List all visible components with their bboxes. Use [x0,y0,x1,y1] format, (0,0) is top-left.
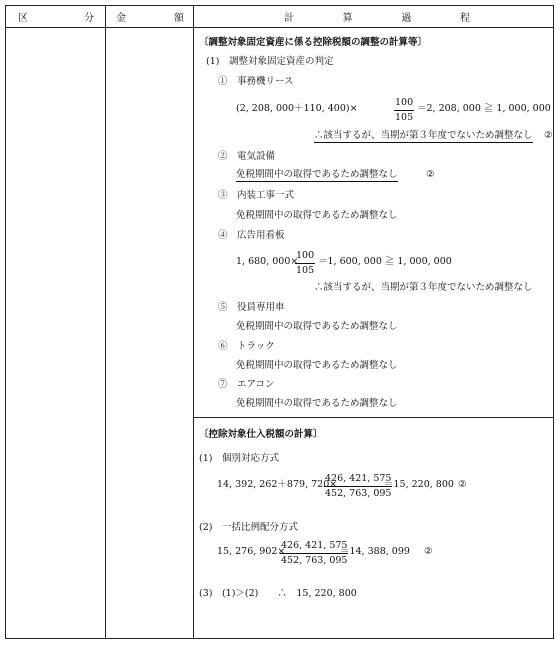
deduct-section-title: 〔控除対象仕入税額の計算〕 [199,429,323,440]
item-truck-text: 免税期間中の取得であるため調整なし [236,360,398,371]
item-office-lease-label: ① 事務機リース [218,76,294,87]
header-amount [116,6,184,27]
header-calculation [284,6,470,27]
method-individual-fraction [324,474,392,498]
item-electrical-label: ② 電気設備 [218,151,276,162]
item-executive-car-text: 免税期間中の取得であるため調整なし [236,321,398,332]
item-signboard-label: ④ 広告用看板 [218,230,285,241]
method-proportional-mark: ② [424,546,433,557]
item-interior-text: 免税期間中の取得であるため調整なし [236,210,398,221]
header-amount-char: 金 [116,13,126,24]
item-office-lease-formula-right: ＝2, 208, 000 ≧ 1, 000, 000 [417,103,551,114]
item-office-lease-note: ∴該当するが、当期が第３年度でないため調整なし [314,130,533,141]
item-interior-label: ③ 内装工事一式 [218,190,295,201]
method-proportional-label: (2) 一括比例配分方式 [199,522,298,533]
fraction-numerator: 426, 421, 575 [324,474,392,487]
calculation-table [5,5,554,639]
fraction-denominator: 105 [296,264,315,276]
adjust-subsection-1: (1) 調整対象固定資産の判定 [206,56,334,67]
header-category [18,6,94,27]
fraction-denominator: 452, 763, 095 [325,487,392,499]
header-amount-char: 額 [174,13,184,24]
fraction-numerator: 100 [394,98,414,111]
item-signboard-formula-right: ＝1, 600, 000 ≧ 1, 000, 000 [318,256,452,267]
method-individual-formula-left: 14, 392, 262＋879, 720× [217,479,338,490]
item-aircon-label: ⑦ エアコン [218,379,275,390]
fraction-numerator: 426, 421, 575 [280,541,348,554]
method-individual-mark: ② [458,479,467,490]
method-conclusion: (3) (1)＞(2) ∴ 15, 220, 800 [199,588,357,599]
header-calculation-char: 程 [459,13,470,24]
item-office-lease-mark: ② [544,130,553,141]
header-category-char: 分 [84,13,94,24]
fraction-denominator: 105 [395,111,414,123]
header-divider [6,27,553,28]
method-individual-formula-right: ＝15, 220, 800 [384,479,454,490]
item-electrical-mark: ② [426,169,435,180]
item-signboard-formula-left: 1, 680, 000× [236,256,299,267]
method-proportional-formula-right: ＝14, 388, 099 [340,546,410,557]
item-truck-label: ⑥ トラック [218,341,275,352]
column-divider [105,6,106,638]
item-aircon-text: 免税期間中の取得であるため調整なし [236,398,398,409]
header-calculation-char: 算 [342,13,353,24]
column-divider [193,6,194,638]
method-proportional-fraction [280,541,348,565]
header-calculation-char: 計 [284,13,294,24]
item-office-lease-fraction [394,98,414,122]
item-executive-car-label: ⑤ 役員専用車 [218,302,285,313]
method-individual-label: (1) 個別対応方式 [199,453,279,464]
item-signboard-note: ∴該当するが、当期が第３年度でないため調整なし [314,282,533,293]
header-category-char: 区 [18,13,28,24]
adjust-section-title: 〔調整対象固定資産に係る控除税額の調整の計算等〕 [199,37,428,48]
method-proportional-formula-left: 15, 276, 902× [217,546,286,557]
header-calculation-char: 過 [401,13,412,24]
item-signboard-fraction [295,251,315,275]
section-divider [194,417,553,418]
item-office-lease-formula-left: (2, 208, 000＋110, 400)× [236,103,358,114]
fraction-numerator: 100 [295,251,315,264]
fraction-denominator: 452, 763, 095 [281,554,348,566]
item-electrical-text: 免税期間中の取得であるため調整なし [236,169,398,180]
